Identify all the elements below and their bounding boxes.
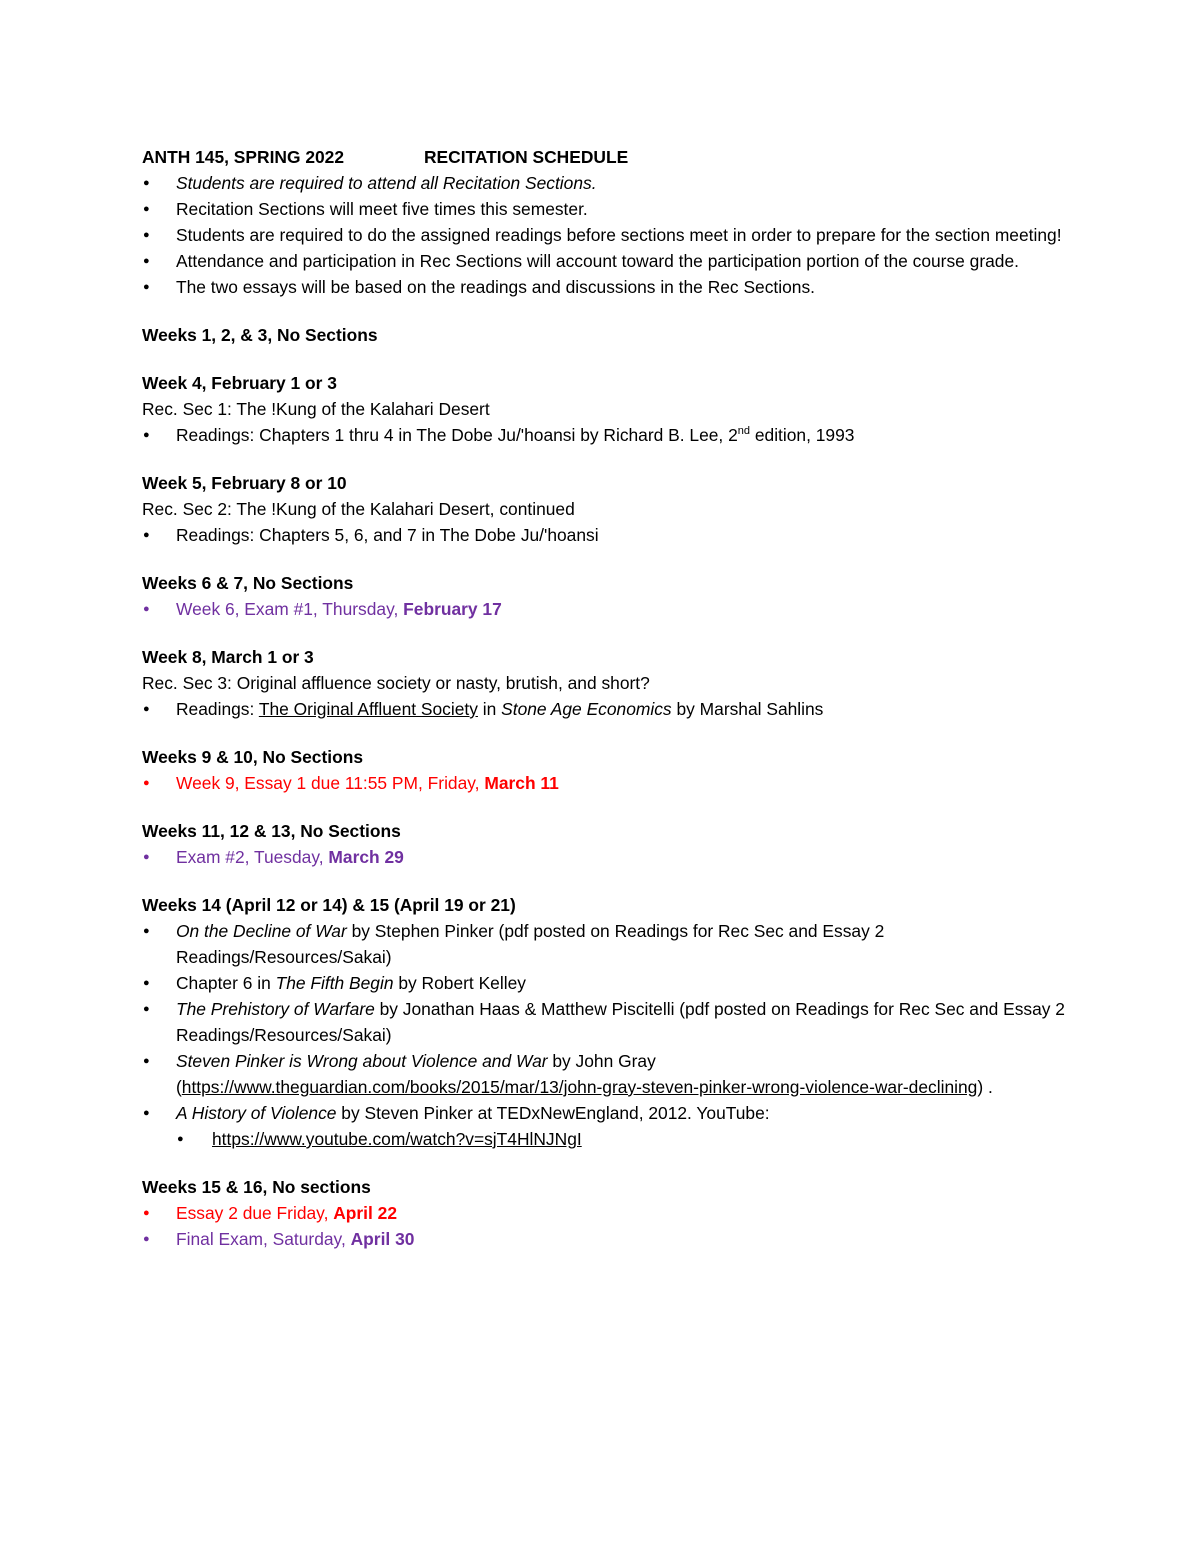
section-heading: Weeks 6 & 7, No Sections xyxy=(142,573,354,593)
rec-sec-title: Rec. Sec 2: The !Kung of the Kalahari Desert, continued xyxy=(142,499,575,519)
reading-item: ● The Prehistory of Warfare by Jonathan Haas & Matthew Piscitelli (pdf posted on Readings for Rec Sec and Essay 2 Readings/Resources/Sakai) xyxy=(142,996,1072,1048)
reading-item: ● Readings: Chapters 1 thru 4 in The Dobe Ju/'hoansi by Richard B. Lee, 2nd edition, 1993 xyxy=(142,422,1072,448)
final-exam-note: ● Final Exam, Saturday, April 30 xyxy=(142,1226,1072,1252)
intro-bullet: ● Attendance and participation in Rec Sections will account toward the participation portion of the course grade. xyxy=(142,248,1072,274)
section-week-4 xyxy=(142,370,1072,448)
schedule-title: RECITATION SCHEDULE xyxy=(424,147,629,167)
reading-item: ● Steven Pinker is Wrong about Violence and War by John Gray (https://www.theguardian.com/books/2015/mar/13/john-gray-steven-pinker-wrong-violence-war-declining) . xyxy=(142,1048,1072,1100)
section-weeks-9-10 xyxy=(142,744,1072,796)
reading-item: ● A History of Violence by Steven Pinker at TEDxNewEngland, 2012. YouTube: xyxy=(142,1100,1072,1126)
rec-sec-title: Rec. Sec 1: The !Kung of the Kalahari Desert xyxy=(142,399,490,419)
section-heading: Weeks 15 & 16, No sections xyxy=(142,1177,371,1197)
reading-item: ● Readings: Chapters 5, 6, and 7 in The Dobe Ju/'hoansi xyxy=(142,522,1072,548)
reading-item: ● Chapter 6 in The Fifth Begin by Robert Kelley xyxy=(142,970,1072,996)
youtube-link[interactable]: https://www.youtube.com/watch?v=sjT4HlNJNgI xyxy=(212,1129,582,1149)
reading-item: ● On the Decline of War by Stephen Pinker (pdf posted on Readings for Rec Sec and Essay 2 Readings/Resources/Sakai) xyxy=(142,918,1072,970)
section-week-5 xyxy=(142,470,1072,548)
intro-bullet: ● Students are required to do the assigned readings before sections meet in order to prepare for the section meeting! xyxy=(142,222,1072,248)
essay-note: ● Essay 2 due Friday, April 22 xyxy=(142,1200,1072,1226)
rec-sec-title: Rec. Sec 3: Original affluence society or nasty, brutish, and short? xyxy=(142,673,650,693)
section-heading: Week 4, February 1 or 3 xyxy=(142,373,337,393)
section-weeks-15-16 xyxy=(142,1174,1072,1252)
reading-item: ● Readings: The Original Affluent Society in Stone Age Economics by Marshal Sahlins xyxy=(142,696,1072,722)
section-week-8 xyxy=(142,644,1072,722)
course-title: ANTH 145, SPRING 2022 xyxy=(142,147,345,167)
section-weeks-6-7 xyxy=(142,570,1072,622)
section-weeks-11-13 xyxy=(142,818,1072,870)
section-heading: Weeks 9 & 10, No Sections xyxy=(142,747,364,767)
section-heading: Week 8, March 1 or 3 xyxy=(142,647,314,667)
document-page xyxy=(142,144,1072,1252)
guardian-link[interactable]: https://www.theguardian.com/books/2015/mar/13/john-gray-steven-pinker-wrong-violence-war-declining xyxy=(181,1077,978,1097)
intro-bullet: ● Students are required to attend all Recitation Sections. xyxy=(142,170,1072,196)
section-weeks-1-3 xyxy=(142,322,1072,348)
document-header xyxy=(142,144,1072,170)
intro-bullet: ● The two essays will be based on the readings and discussions in the Rec Sections. xyxy=(142,274,1072,300)
exam-note: ● Exam #2, Tuesday, March 29 xyxy=(142,844,1072,870)
essay-note: ● Week 9, Essay 1 due 11:55 PM, Friday, March 11 xyxy=(142,770,1072,796)
intro-list xyxy=(142,170,1072,300)
section-heading: Weeks 11, 12 & 13, No Sections xyxy=(142,821,401,841)
section-heading: Weeks 1, 2, & 3, No Sections xyxy=(142,325,378,345)
section-heading: Week 5, February 8 or 10 xyxy=(142,473,347,493)
section-heading: Weeks 14 (April 12 or 14) & 15 (April 19 or 21) xyxy=(142,895,516,915)
intro-bullet: ● Recitation Sections will meet five times this semester. xyxy=(142,196,1072,222)
section-weeks-14-15 xyxy=(142,892,1072,1152)
exam-note: ● Week 6, Exam #1, Thursday, February 17 xyxy=(142,596,1072,622)
reading-subitem xyxy=(142,1126,1072,1152)
